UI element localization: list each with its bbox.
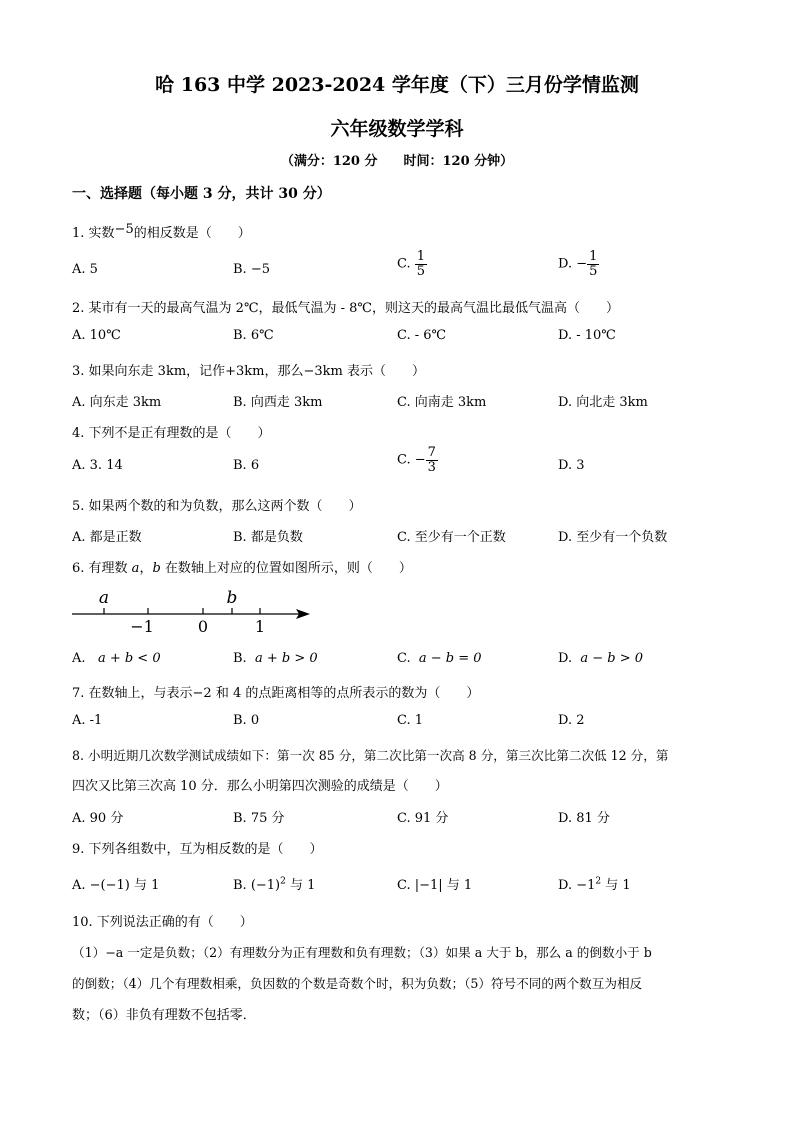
question-5-stem: 5. 如果两个数的和为负数，那么这两个数（ ） [72, 499, 362, 514]
tick-label: 1 [254, 617, 266, 636]
option-label: C. [397, 651, 411, 666]
stem-text: 在数轴上对应的位置如图所示，则（ ） [160, 561, 412, 576]
number-line-figure [68, 584, 318, 640]
point-label-a: a [98, 588, 110, 608]
q2-option-b[interactable]: B. 6℃ [233, 328, 274, 343]
question-10-line3: 数；（6）非负有理数不包括零． [72, 1008, 256, 1023]
denominator: 5 [589, 263, 598, 279]
stem-number: −5 [114, 222, 134, 237]
q7-option-b[interactable]: B. 0 [233, 713, 260, 728]
option-expression: a − b > 0 [580, 651, 644, 666]
page-title: 哈 163 中学 2023-2024 学年度（下）三月份学情监测 [155, 74, 639, 96]
q9-option-c[interactable]: C. |−1| 与 1 [397, 878, 473, 893]
denominator: 3 [427, 459, 436, 475]
q6-option-b[interactable] [233, 651, 318, 666]
option-label: D. − [558, 256, 588, 272]
denominator: 5 [416, 263, 426, 279]
option-label: A. [72, 651, 86, 666]
numerator: 1 [589, 249, 598, 264]
question-3-stem: 3. 如果向东走 3km，记作+3km，那么−3km 表示（ ） [72, 364, 426, 379]
fraction [426, 446, 438, 474]
variable-b: b [152, 561, 161, 576]
q2-option-d[interactable]: D. - 10℃ [558, 328, 616, 343]
question-9-stem: 9. 下列各组数中，互为相反数的是（ ） [72, 842, 323, 857]
q6-option-d[interactable] [558, 651, 643, 666]
question-10-line2: 的倒数；（4）几个有理数相乘，负因数的个数是奇数个时，积为负数；（5）符号不同的两个数互为相反 [72, 976, 643, 991]
tick-label: 0 [197, 617, 209, 636]
stem-text: 的相反数是（ ） [133, 226, 251, 241]
question-4-stem: 4. 下列不是正有理数的是（ ） [72, 426, 271, 441]
q4-option-b[interactable]: B. 6 [233, 458, 260, 473]
q7-option-a[interactable]: A. -1 [72, 713, 103, 728]
option-expression: a + b < 0 [97, 651, 161, 666]
q8-option-c[interactable]: C. 91 分 [397, 811, 449, 826]
q5-option-c[interactable]: C. 至少有一个正数 [397, 530, 506, 545]
numerator: 1 [416, 249, 426, 264]
tick-label: −1 [130, 617, 154, 636]
question-2-stem: 2. 某市有一天的最高气温为 2℃，最低气温为 - 8℃，则这天的最高气温比最低气温高（ ） [72, 301, 619, 316]
question-1-stem [72, 222, 251, 241]
q5-option-d[interactable]: D. 至少有一个负数 [558, 530, 668, 545]
q2-option-c[interactable]: C. - 6℃ [397, 328, 447, 343]
option-expression: a + b > 0 [254, 651, 318, 666]
fraction [587, 250, 599, 278]
option-label: C. [397, 256, 411, 272]
q3-option-d[interactable]: D. 向北走 3km [558, 395, 648, 410]
q6-option-c[interactable] [397, 651, 482, 666]
exponent: 2 [595, 876, 602, 887]
q8-option-b[interactable]: B. 75 分 [233, 811, 285, 826]
question-8-stem-line1: 8. 小明近期几次数学测试成绩如下：第一次 85 分，第二次比第一次高 8 分，第三次比第二次低 12 分，第 [72, 748, 669, 763]
q3-option-a[interactable]: A. 向东走 3km [72, 395, 162, 410]
q7-option-d[interactable]: D. 2 [558, 713, 585, 728]
q8-option-a[interactable]: A. 90 分 [72, 811, 124, 826]
option-label: B. [233, 651, 247, 666]
question-10-line1: （1）−a 一定是负数；（2）有理数分为正有理数和负有理数；（3）如果 a 大于 b，那么 a 的倒数小于 b [72, 945, 652, 960]
exam-info: （满分：120 分 时间：120 分钟） [280, 154, 514, 169]
q9-option-b[interactable] [233, 874, 315, 893]
q4-option-d[interactable]: D. 3 [558, 458, 585, 473]
q1-option-c[interactable] [397, 250, 427, 278]
numerator: 7 [427, 445, 436, 460]
option-text: D. −1 [558, 878, 596, 893]
point-label-b: b [226, 588, 238, 608]
stem-text: 6. 有理数 [72, 561, 132, 576]
exponent: 2 [280, 876, 286, 887]
stem-text: ， [139, 561, 153, 576]
question-7-stem: 7. 在数轴上，与表示−2 和 4 的点距离相等的点所表示的数为（ ） [72, 686, 480, 701]
q2-option-a[interactable]: A. 10℃ [72, 328, 121, 343]
q1-option-a[interactable]: A. 5 [72, 262, 98, 277]
q4-option-a[interactable]: A. 3. 14 [72, 458, 123, 473]
q3-option-b[interactable]: B. 向西走 3km [233, 395, 323, 410]
option-label: C. − [397, 452, 426, 468]
q4-option-c[interactable] [397, 446, 438, 474]
question-6-stem [72, 557, 412, 576]
q1-option-b[interactable]: B. −5 [233, 262, 270, 277]
q5-option-b[interactable]: B. 都是负数 [233, 530, 303, 545]
q7-option-c[interactable]: C. 1 [397, 713, 424, 728]
question-8-stem-line2: 四次又比第三次高 10 分．那么小明第四次测验的成绩是（ ） [72, 779, 448, 794]
option-label: D. [558, 651, 573, 666]
option-text: 与 1 [601, 878, 631, 893]
q6-option-a[interactable] [72, 651, 161, 666]
q5-option-a[interactable]: A. 都是正数 [72, 530, 142, 545]
stem-text: 1. 实数 [72, 226, 115, 241]
section-title: 一、选择题（每小题 3 分，共计 30 分） [72, 186, 331, 202]
variable-a: a [131, 561, 140, 576]
q3-option-c[interactable]: C. 向南走 3km [397, 395, 487, 410]
option-text: 与 1 [285, 878, 316, 893]
q8-option-d[interactable]: D. 81 分 [558, 811, 610, 826]
fraction [415, 250, 427, 278]
question-10-stem: 10. 下列说法正确的有（ ） [72, 915, 253, 930]
q9-option-a[interactable]: A. −(−1) 与 1 [72, 878, 160, 893]
q9-option-d[interactable] [558, 874, 631, 893]
subject-title: 六年级数学学科 [330, 118, 464, 140]
option-text: B. (−1) [233, 878, 281, 893]
q1-option-d[interactable] [558, 250, 599, 278]
option-expression: a − b = 0 [418, 651, 482, 666]
